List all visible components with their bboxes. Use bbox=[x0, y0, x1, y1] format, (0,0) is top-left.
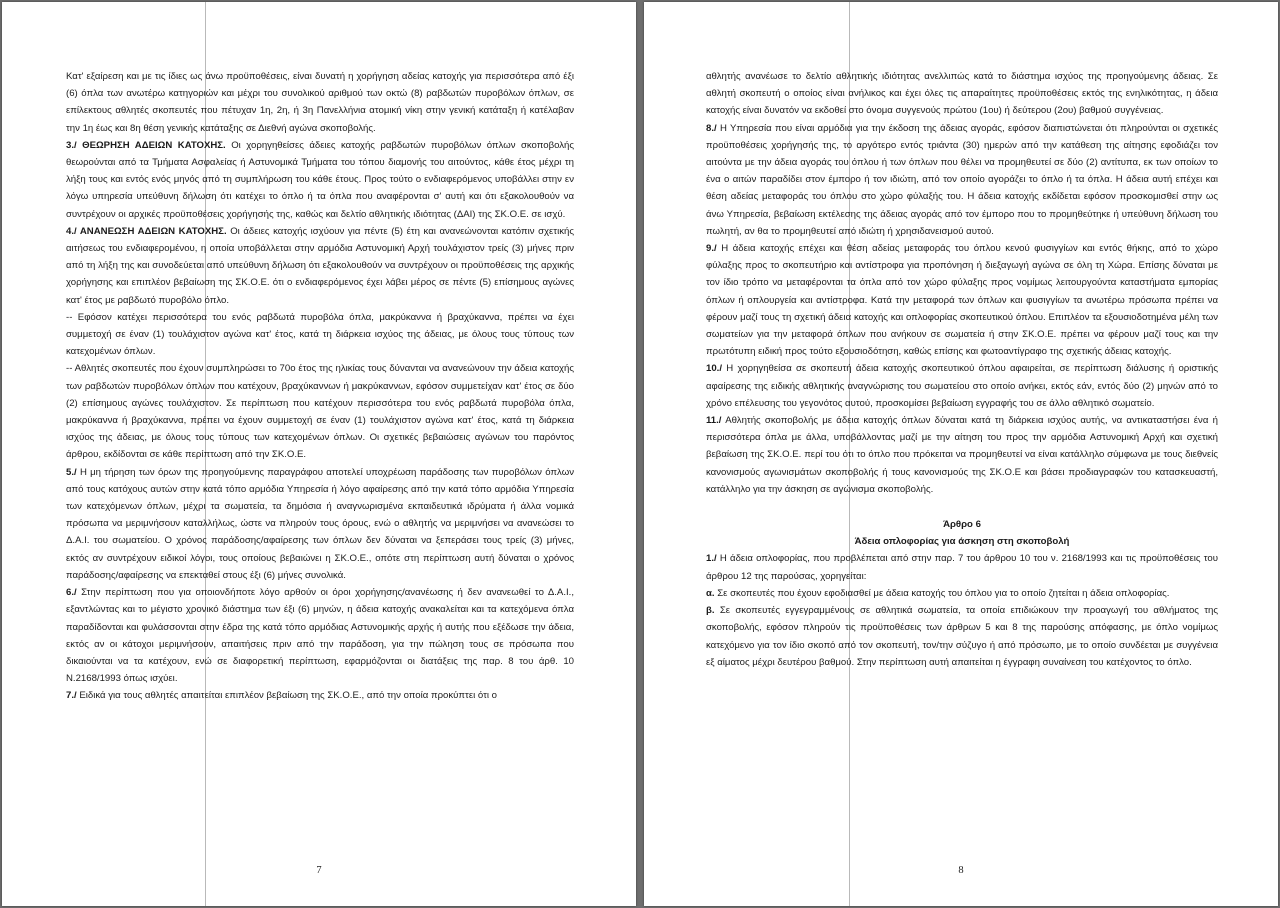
paragraph-number: 1./ bbox=[706, 553, 717, 565]
paragraph-number: 5./ bbox=[66, 466, 77, 478]
spacer bbox=[706, 498, 1218, 516]
page-number: 7 bbox=[316, 865, 322, 876]
paragraph-7: 7./ Ειδικά για τους αθλητές απαιτείται επιπλέον βεβαίωση της ΣΚ.Ο.Ε., από την οποία προκύπτει ότι ο bbox=[66, 690, 498, 702]
paragraph-bullet: -- Αθλητές σκοπευτές που έχουν συμπληρώσει το 70ο έτος της ηλικίας τους δύνανται να ανανεώνουν την άδεια κατοχής των ραβδωτών πυροβόλων όπλων που κατέχουν, βραχύκαννων ή μακρύκαννων, εφόσον συμμετείχαν κατ' έτος σε δύο (2) επίσημους αγώνες τουλάχιστον. Σε περίπτωση που κατέχουν περισσότερα του ενός ραβδωτά πυροβόλα όπλα, μακρύκαννα ή βραχύκαννα, πρέπει να έχουν συμμετοχή σε έναν (1) τουλάχιστον αγώνα κατ' έτος, κατά τη διάρκεια ισχύος της άδειας, με όλους τους τύπους των κατεχομένων όπλων. Οι σχετικές βεβαιώσεις αγώνων του παρόντος άρθρου, εκδίδονται σε κάθε περίπτωση από την ΣΚ.Ο.Ε. bbox=[66, 363, 574, 461]
paragraph-number: 8./ bbox=[706, 122, 717, 134]
paragraph: αθλητής ανανέωσε το δελτίο αθλητικής ιδιότητας ανελλιπώς κατά το διάστημα ισχύος της προηγούμενης άδειας. Σε αθλητή σκοπευτή ο οποίος είναι ανήλικος και έχει όλες τις απαραίτητες προϋποθέσεις εκτός της ενηλικότητας, η άδεια κατοχής είναι δυνατόν να εκδοθεί στο όνομα συγγενούς πρώτου (1ου) ή δεύτερου (2ου) βαθμού συγγένειας. bbox=[706, 71, 1218, 117]
paragraph-1: 1./ Η άδεια οπλοφορίας, που προβλέπεται από στην παρ. 7 του άρθρου 10 του ν. 2168/1993 και τις προϋποθέσεις του άρθρου 12 της παρούσας, χορηγείται: bbox=[706, 553, 1218, 582]
paragraph-10: 10./ Η χορηγηθείσα σε σκοπευτή άδεια κατοχής σκοπευτικού όπλου αφαιρείται, σε περίπτωση διάλυσης ή οριστικής αφαίρεσης της ειδικής αθλητικής αναγνώρισης του σωματείου στο οποίο ανήκει, εκτός εάν, εντός δύο (2) μηνών από το χρόνο επέλευσης του γεγονότος αυτού, προσκομίσει βεβαίωση εγγραφής του σε άλλο αθλητικό σωματείο. bbox=[706, 363, 1218, 409]
paragraph-3: 3./ ΘΕΩΡΗΣΗ ΑΔΕΙΩΝ ΚΑΤΟΧΗΣ. Οι χορηγηθείσες άδειες κατοχής ραβδωτών πυροβόλων όπλων σκοποβολής θεωρούνται από τα Τμήματα Ασφαλείας ή Αστυνομικά Τμήματα του τόπου διαμονής του αιτούντος, κάθε έτος μέχρι τη λήξη τους και εντός ενός μηνός από τη συμπλήρωση του κάθε έτους. Προς τούτο ο ενδιαφερόμενος υποβάλλει στην εν λόγω υπηρεσία υπεύθυνη δήλωση ότι κατέχει το όπλο ή τα όπλα που αναφέρονται σ' αυτή και ότι εξακολουθούν να συντρέχουν οι αρχικές προϋποθέσεις χορήγησής της, καθώς και δελτίο αθλητικής ιδιότητας (ΔΑΙ) της ΣΚ.Ο.Ε. σε ισχύ. bbox=[66, 139, 574, 220]
page-7 bbox=[2, 2, 636, 906]
paragraph-number: 11./ bbox=[706, 415, 722, 427]
paragraph-11: 11./ Αθλητής σκοποβολής με άδεια κατοχής όπλων δύναται κατά τη διάρκεια ισχύος αυτής, να αντικαταστήσει ένα ή περισσότερα όπλα με άλλα, υποβάλλοντας μαζί με την αίτηση του προς την αρμόδια Αστυνομική Αρχή και σχετική βεβαίωση της ΣΚ.Ο.Ε. περί του ότι το όπλο που πρόκειται να προμηθευτεί να είναι κατάλληλο σύμφωνα με τους διεθνείς κανονισμούς αγωνισμάτων σκοποβολής ή τους κανονισμούς της ΣΚ.Ο.Ε και βάσει προδιαγραφών του κατασκευαστή, κατάλληλο για την άσκηση σε αγώνισμα σκοποβολής. bbox=[706, 415, 1218, 495]
paragraph-5: 5./ Η μη τήρηση των όρων της προηγούμενης παραγράφου αποτελεί υποχρέωση παράδοσης των πυροβόλων όπλων από τους κατόχους αυτών στην κατά τόπο αρμόδια Υπηρεσία ή λόγο αφαίρεσης από την κατά τόπο αρμόδια Υπηρεσία των κατεχόμενων όπλων, μέχρι τα σωματεία, τα δημόσια ή αναγνωρισμένα εκπαιδευτικά ιδρύματα ή άλλα νομικά πρόσωπα να μεριμνήσουν καταλλήλως, ώστε να πληρούν τους όρους, ενώ ο αθλητής να μεριμνήσει να ανανεώσει το Δ.Α.Ι. του σωματείου. Ο χρόνος παράδοσης/αφαίρεσης των όπλων δεν δύναται να ξεπεράσει τους τρείς (3) μήνες, εκτός αν συντρέχουν ειδικοί λόγοι, τους οποίους βεβαιώνει η ΣΚ.Ο.Ε., οπότε στη περίπτωση αυτή δύναται ο χρόνος παράδοσης/αφαίρεσης να επεκταθεί στους έξι (6) μήνες συνολικά. bbox=[66, 466, 574, 581]
paragraph-number: 7./ bbox=[66, 690, 77, 702]
paragraph-bullet: -- Εφόσον κατέχει περισσότερα του ενός ραβδωτά πυροβόλα όπλα, μακρύκαννα ή βραχύκαννα, πρέπει να έχει συμμετοχή σε έναν (1) τουλάχιστον αγώνα κατ' έτος, κατά τη διάρκεια ισχύος της άδειας, με όλους τους τύπους των κατεχομένων όπλων. bbox=[66, 311, 574, 358]
paragraph: Κατ' εξαίρεση και με τις ίδιες ως άνω προϋποθέσεις, είναι δυνατή η χορήγηση αδείας κατοχής για περισσότερα από έξι (6) όπλα των ανωτέρω κατηγοριών και μέχρι του συνολικού αριθμού των οκτώ (8) ραβδωτών πυροβόλων όπλων, σε επίλεκτους αθλητές σκοπευτές που πέτυχαν 1η, 2η, ή 3η Πανελλήνια ατομική νίκη στην γενική κατάταξη ή κατέλαβαν την 1η έως και 8η θέση γενικής κατάταξης σε Διεθνή αγώνα σκοποβολής. bbox=[66, 71, 574, 134]
paragraph-b: β. Σε σκοπευτές εγγεγραμμένους σε αθλητικά σωματεία, τα οποία επιδιώκουν την προαγωγή του αθλήματος της σκοποβολής, εφόσον πληρούν τις προϋποθέσεις των άρθρων 5 και 8 της παρούσης απόφασης, με όπλο νομίμως κατεχόμενο για τον ίδιο σκοπό από τον σκοπευτή, τον/την σύζυγο ή από πρόσωπο, με το οποίο συνδέεται με συγγένεια εξ αίματος μέχρι δευτέρου βαθμού. Στην περίπτωση αυτή απαιτείται η έγγραφη συναίνεση του κατέχοντος το όπλο. bbox=[706, 605, 1218, 668]
paragraph-a: α. Σε σκοπευτές που έχουν εφοδιασθεί με άδεια κατοχής του όπλου για το οποίο ζητείται η άδεια οπλοφορίας. bbox=[706, 587, 1170, 599]
paragraph-number: α. bbox=[706, 587, 715, 599]
page-8-text bbox=[706, 68, 1218, 671]
article-title: Άρθρο 6 bbox=[943, 519, 981, 531]
section-heading: 4./ ΑΝΑΝΕΩΣΗ ΑΔΕΙΩΝ ΚΑΤΟΧΗΣ. bbox=[66, 225, 227, 237]
page-8 bbox=[644, 2, 1278, 906]
article-subtitle: Άδεια οπλοφορίας για άσκηση στη σκοποβολή bbox=[854, 536, 1070, 548]
paragraph-number: β. bbox=[706, 605, 715, 617]
paragraph-4: 4./ ΑΝΑΝΕΩΣΗ ΑΔΕΙΩΝ ΚΑΤΟΧΗΣ. Οι άδειες κατοχής ισχύουν για πέντε (5) έτη και ανανεώνονται κατόπιν σχετικής αιτήσεως του ενδιαφερομένου, η οποία υποβάλλεται στην αρμόδια Αστυνομική Αρχή τουλάχιστον τρείς (3) μήνες πριν από τη λήξη της και συνοδεύεται από υπεύθυνη δήλωση ότι εξακολουθούν να συντρέχουν οι προϋποθέσεις της αρχικής χορήγησης και επιπλέον βεβαίωση της ΣΚ.Ο.Ε. ότι ο ενδιαφερόμενος έχει λάβει μέρος σε πέντε (5) επίσημους αγώνες κατ' έτος με ραβδωτό πυροβόλο όπλο. bbox=[66, 225, 574, 306]
paragraph-number: 9./ bbox=[706, 243, 717, 255]
paragraph-6: 6./ Στην περίπτωση που για οποιονδήποτε λόγο αρθούν οι όροι χορήγησης/ανανέωσης ή δεν ανανεωθεί το Δ.Α.Ι., εξαντλώντας και το μέγιστο χρονικό διάστημα των έξι (6) μηνών, η άδεια κατοχής ανακαλείται και τα κατεχόμενα όπλα παραδίδονται και φυλάσσονται στην έδρα της κατά τόπο αρμόδιας Αστυνομικής αρχής ή αυτής που εξέδωσε την άδεια, εκτός αν οι κάτοχοι μεριμνήσουν, απαιτήσεις πριν από την παράδοση, για την πώληση τους σε πρόσωπα που δικαιούνται να τα κατέχουν, ενώ σε διαφορετική περίπτωση, εφαρμόζονται οι διατάξεις της παρ. 8 του άρθ. 10 Ν.2168/1993 όπως ισχύει. bbox=[66, 587, 574, 685]
paragraph-number: 10./ bbox=[706, 363, 723, 375]
section-heading: 3./ ΘΕΩΡΗΣΗ ΑΔΕΙΩΝ ΚΑΤΟΧΗΣ. bbox=[66, 139, 226, 151]
paragraph-number: 6./ bbox=[66, 587, 77, 599]
paragraph-9: 9./ Η άδεια κατοχής επέχει και θέση αδείας μεταφοράς του όπλου κενού φυσιγγίων και εντός θήκης, από το χώρο φύλαξης προς το σκοπευτήριο και αντίστροφα για προπόνηση ή διεξαγωγή αγώνα σε όλη τη Χώρα. Επίσης δύναται με τον ίδιο τρόπο να μεταφέρονται τα όπλα από τον χώρο φύλαξης προς νομίμως λειτουργούντα καταστήματα εμπορίας όπλων ή οπλουργεία και αντίστροφα. Κατά την μεταφορά των όπλων και φυσιγγίων τα ανωτέρω πρόσωπα πρέπει να φέρουν μαζί τους τη σχετική άδεια κατοχής και οπλοφορίας σκοπευτικού όπλου. Επιπλέον τα εξουσιοδοτημένα μέλη των σωματείων για την μεταφορά όπλων που ανήκουν σε σωματεία ή στην ΣΚ.Ο.Ε. πρέπει να φέρουν μαζί τους και την πρωτότυπη ειδική προς τούτο εξουσιοδότηση, καθώς επίσης και φωτοαντίγραφο της σχετικής άδειας κατοχής. bbox=[706, 243, 1218, 358]
page-number: 8 bbox=[958, 865, 964, 876]
page-7-text bbox=[66, 68, 574, 705]
paragraph-8: 8./ Η Υπηρεσία που είναι αρμόδια για την έκδοση της άδειας αγοράς, εφόσον διαπιστώνεται ότι πληρούνται οι σχετικές προϋποθέσεις χορήγησής της, το αργότερο εντός τριάντα (30) ημερών από την κατάθεση της αίτησης εφοδιάζει τον αιτούντα με την άδεια αγοράς του όπλου ή των όπλων που θέλει να προμηθευτεί σε δύο (2) αντίτυπα, εκ των οποίων το ένα ο αιτών παραδίδει στον έμπορο ή τον ιδιώτη, από τον οποίο αγοράζει το όπλο ή τα όπλα. Η άδεια αυτή επέχει και θέση αδείας μεταφοράς του όπλου στο χώρο φύλαξής του. Η άδεια κατοχής εκδίδεται εφόσον προσκομισθεί στην ως άνω Υπηρεσία, βεβαίωση εκτέλεσης της άδειας αγοράς από τον έμπορο που το προμηθεύτηκε ή υπεύθυνη δήλωση του πωλητή, αν θα το προμηθευτεί από ιδιώτη ή χρησιδανεισμού αυτού. bbox=[706, 122, 1218, 237]
